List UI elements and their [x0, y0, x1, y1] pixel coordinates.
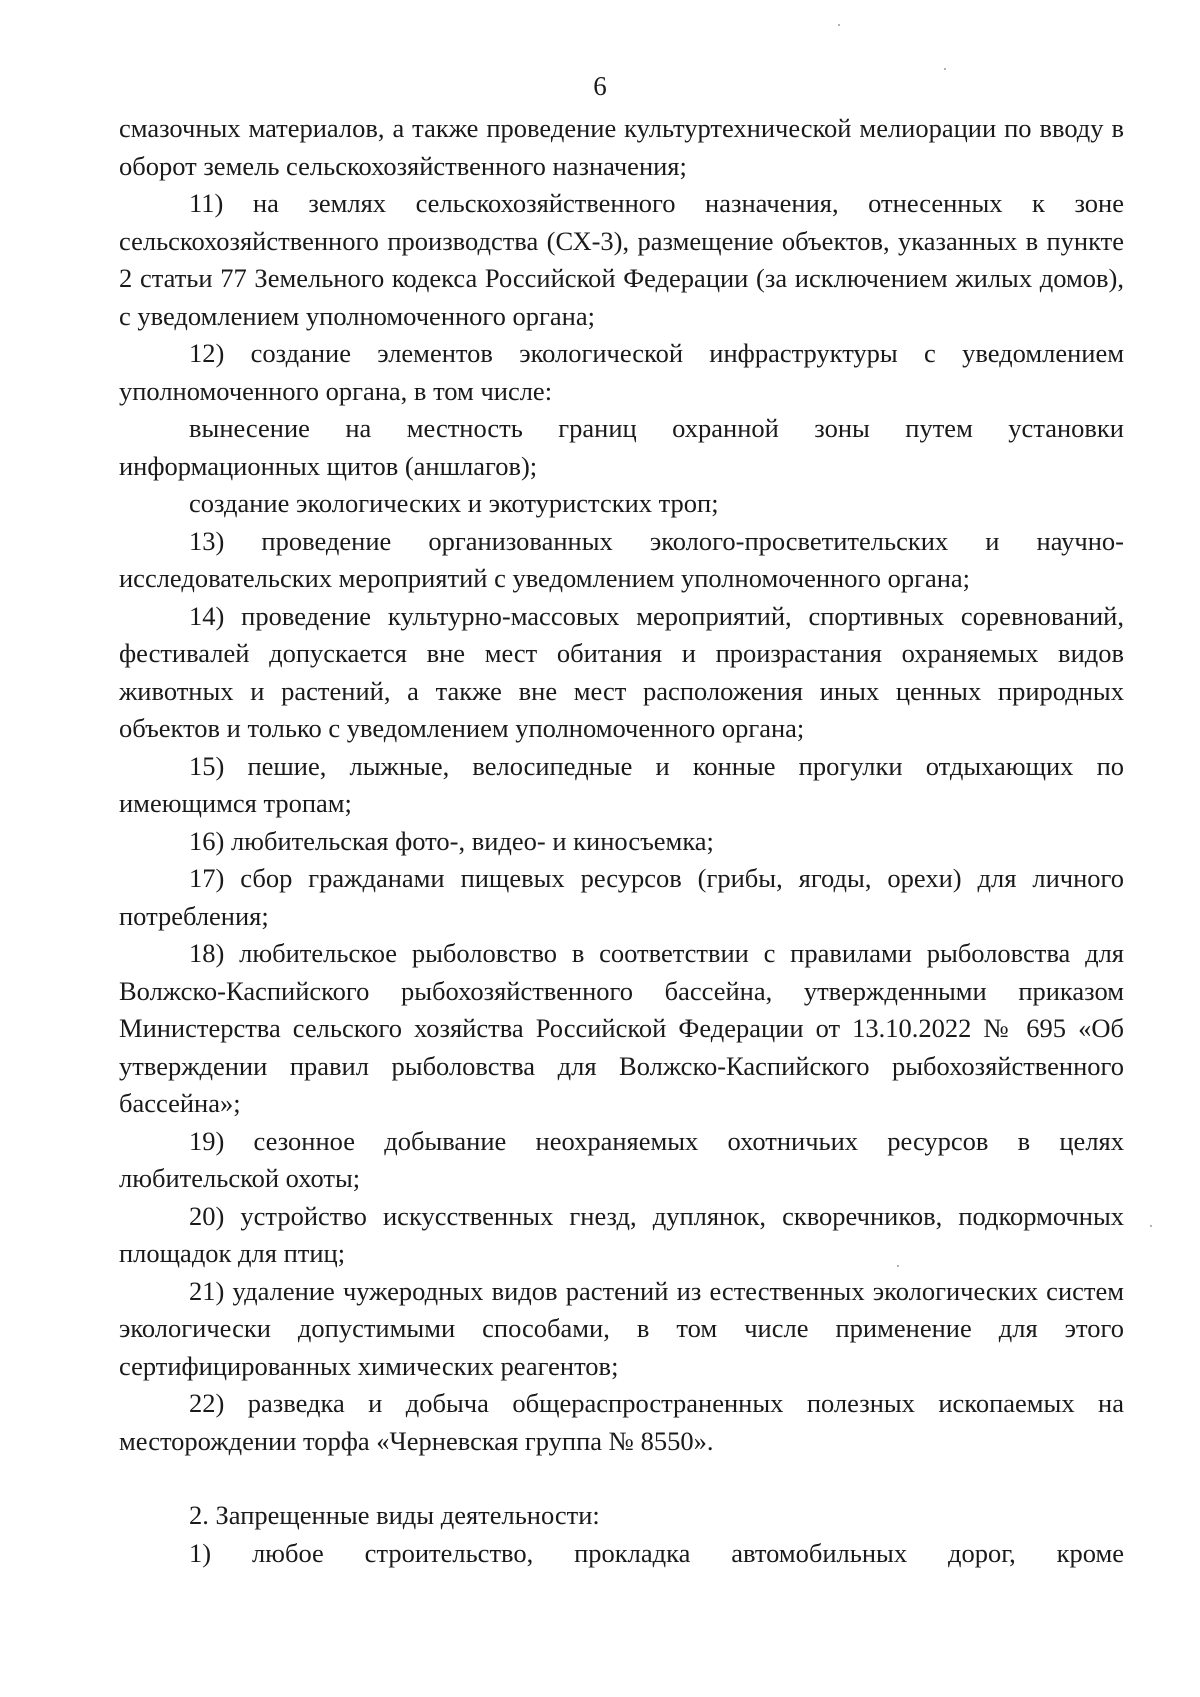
paragraph-continuation: смазочных материалов, а также проведение культуртехнической мелиорации по вводу в оборот земель сельскохозяйственного назначения; [119, 113, 1124, 181]
list-item-13: 13) проведение организованных эколого-просветительских и научно-исследовательских мероприятий с уведомлением уполномоченного органа; [119, 525, 1124, 593]
list-item-22: 22) разведка и добыча общераспространенных полезных ископаемых на месторождении торфа «Черневская группа № 8550». [119, 1388, 1124, 1456]
list-item-17: 17) сбор гражданами пищевых ресурсов (грибы, ягоды, орехи) для личного потребления; [119, 863, 1124, 931]
scan-speck [1150, 1225, 1152, 1227]
list-item-21: 21) удаление чужеродных видов растений из естественных экологических систем экологически допустимыми способами, в том числе применение для этого сертифицированных химических реагентов; [119, 1275, 1124, 1381]
scan-speck [897, 1265, 899, 1267]
scan-speck [838, 24, 840, 26]
list-item-12: 12) создание элементов экологической инфраструктуры с уведомлением уполномоченного органа, в том числе: [119, 338, 1124, 406]
list-item-18: 18) любительское рыболовство в соответствии с правилами рыболовства для Волжско-Каспийского рыбохозяйственного бассейна, утвержденными приказом Министерства сельского хозяйства Российской Федерации от 13.10.2022 № 695 «Об утверждении правил рыболовства для Волжско-Каспийского рыбохозяйственного бассейна»; [119, 938, 1124, 1118]
document-body [119, 110, 1124, 1572]
scan-speck [944, 68, 946, 70]
list-item-20: 20) устройство искусственных гнезд, дуплянок, скворечников, подкормочных площадок для птиц; [119, 1200, 1124, 1268]
section-heading: 2. Запрещенные виды деятельности: [189, 1500, 600, 1530]
list-item-19: 19) сезонное добывание неохраняемых охотничьих ресурсов в целях любительской охоты; [119, 1125, 1124, 1193]
list-item-16: 16) любительская фото-, видео- и киносъемка; [189, 825, 714, 856]
sub-item-eco-trails: создание экологических и экотуристских троп; [189, 488, 719, 518]
page-number: 6 [593, 71, 607, 101]
sub-item-boundary-marking: вынесение на местность границ охранной зоны путем установки информационных щитов (аншлагов); [119, 413, 1124, 481]
prohibited-item-1: 1) любое строительство, прокладка автомобильных дорог, кроме [189, 1537, 1124, 1568]
list-item-14: 14) проведение культурно-массовых мероприятий, спортивных соревнований, фестивалей допускается вне мест обитания и произрастания охраняемых видов животных и растений, а также вне мест расположения иных ценных природных объектов и только с уведомлением уполномоченного органа; [119, 600, 1124, 743]
list-item-15: 15) пешие, лыжные, велосипедные и конные прогулки отдыхающих по имеющимся тропам; [119, 750, 1124, 818]
list-item-11: 11) на землях сельскохозяйственного назначения, отнесенных к зоне сельскохозяйственного производства (СХ-3), размещение объектов, указанных в пункте 2 статьи 77 Земельного кодекса Российской Федерации (за исключением жилых домов), с уведомлением уполномоченного органа; [119, 188, 1124, 331]
